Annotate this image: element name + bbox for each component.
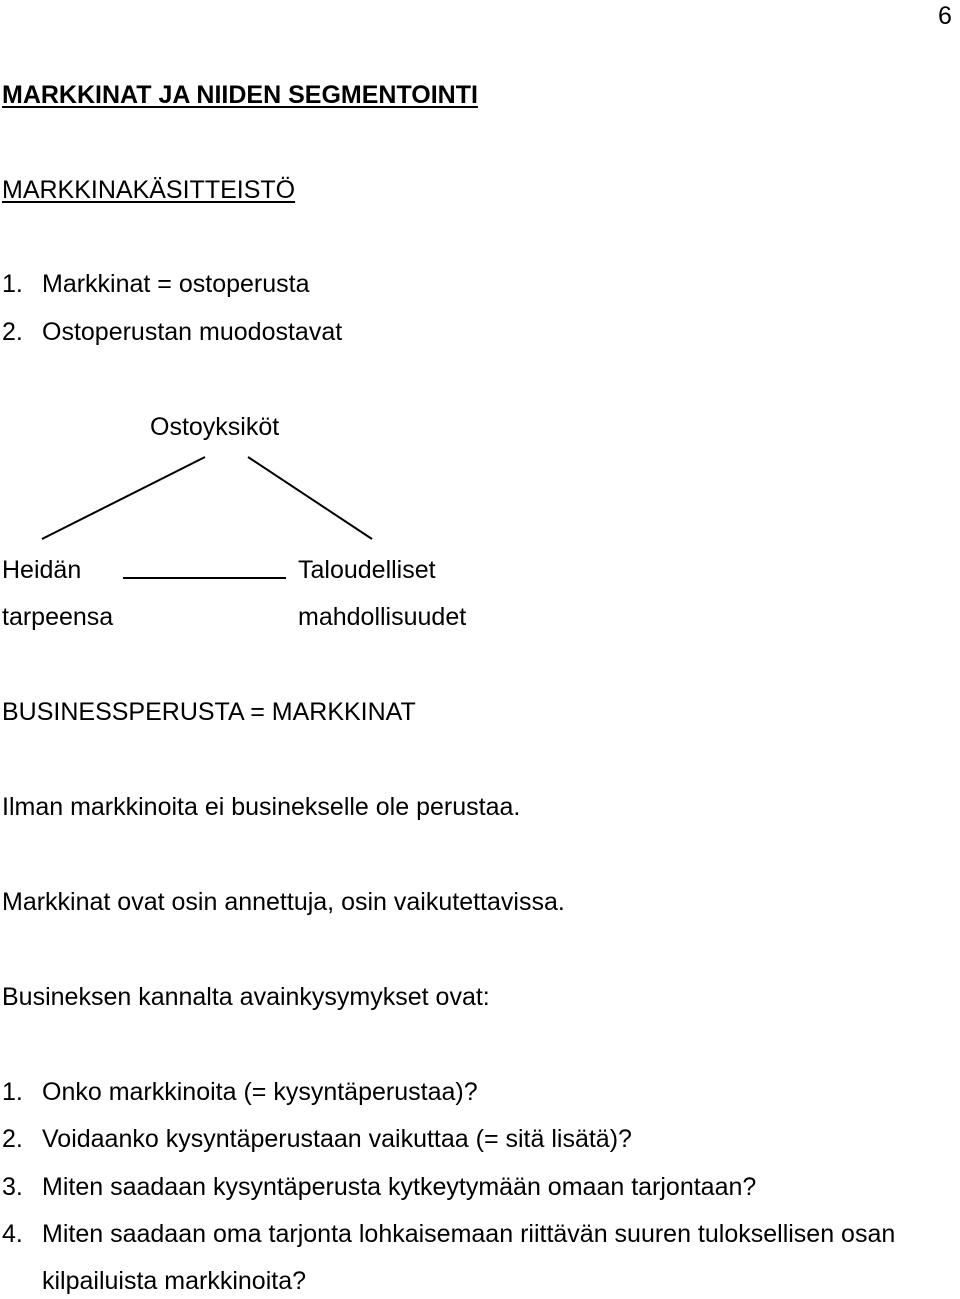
question-text: Voidaanko kysyntäperustaan vaikuttaa (= sitä lisätä)? [42, 1125, 632, 1153]
question-number: 2. [2, 1125, 23, 1153]
diagram-top-label: Ostoyksiköt [150, 413, 280, 441]
paragraph-2: Markkinat ovat osin annettuja, osin vaikutettavissa. [2, 888, 565, 916]
page-heading: MARKKINAT JA NIIDEN SEGMENTOINTI [2, 81, 478, 109]
business-equation: BUSINESSPERUSTA = MARKKINAT [2, 698, 416, 726]
diagram-right-label-line1: Taloudelliset [298, 556, 436, 584]
concept-number: 1. [2, 270, 23, 298]
question-text: Onko markkinoita (= kysyntäperustaa)? [42, 1078, 478, 1106]
question-text-continuation: kilpailuista markkinoita? [42, 1267, 307, 1295]
section-subheading: MARKKINAKÄSITTEISTÖ [2, 176, 296, 204]
question-text: Miten saadaan kysyntäperusta kytkeytymään omaan tarjontaan? [42, 1173, 757, 1201]
question-number: 1. [2, 1078, 23, 1106]
paragraph-1: Ilman markkinoita ei businekselle ole perustaa. [2, 793, 521, 821]
diagram-right-label-line2: mahdollisuudet [298, 603, 467, 631]
diagram-left-connector [42, 457, 205, 539]
concept-number: 2. [2, 318, 23, 346]
concept-text: Markkinat = ostoperusta [42, 270, 310, 298]
diagram-right-connector [248, 457, 372, 539]
concept-text: Ostoperustan muodostavat [42, 318, 343, 346]
diagram-left-label-line1: Heidän [2, 556, 82, 584]
page-number: 6 [938, 2, 952, 30]
diagram-left-label-line2: tarpeensa [2, 603, 114, 631]
question-text: Miten saadaan oma tarjonta lohkaisemaan riittävän suuren tuloksellisen osan [42, 1220, 896, 1248]
question-number: 4. [2, 1220, 23, 1248]
question-number: 3. [2, 1173, 23, 1201]
paragraph-3: Busineksen kannalta avainkysymykset ovat: [2, 983, 490, 1011]
